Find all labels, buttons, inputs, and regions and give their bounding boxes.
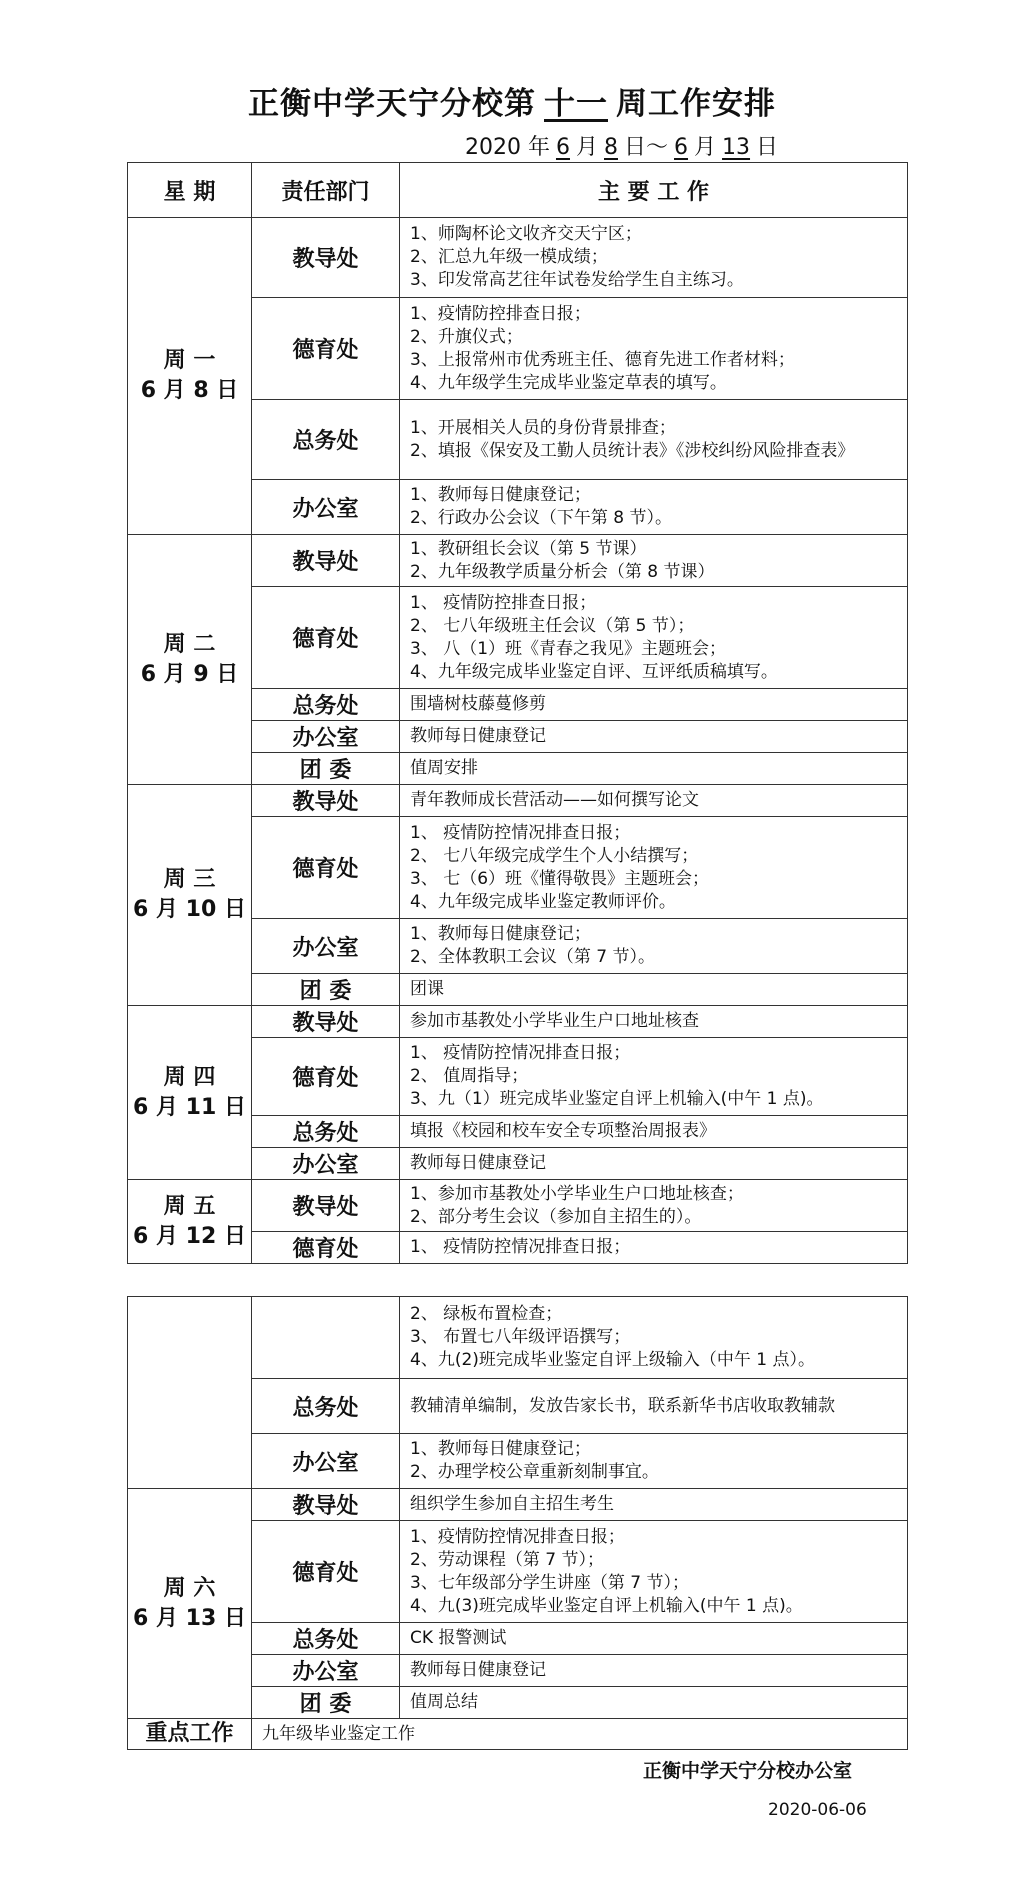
key-work-text: 九年级毕业鉴定工作 <box>252 1719 908 1750</box>
day-cell-saturday: 周 六 6 月 13 日 <box>128 1489 252 1719</box>
dept-cell: 德育处 <box>252 1232 400 1264</box>
footer-organization: 正衡中学天宁分校办公室 <box>643 1760 853 1782</box>
work-cell: 值周安排 <box>400 753 908 785</box>
work-cell: 1、 疫情防控情况排查日报； 2、 七八年级完成学生个人小结撰写； 3、 七（6）班《懂得敬畏》主题班会； 4、九年级完成毕业鉴定教师评价。 <box>400 817 908 919</box>
table-row <box>128 1180 908 1232</box>
work-cell: 1、教师每日健康登记； 2、全体教职工会议（第 7 节）。 <box>400 919 908 974</box>
day-cell-friday-cont <box>128 1297 252 1489</box>
dept-cell: 总务处 <box>252 400 400 480</box>
dept-cell: 总务处 <box>252 1379 400 1434</box>
dept-cell: 教导处 <box>252 1006 400 1038</box>
dept-cell: 德育处 <box>252 1038 400 1116</box>
work-cell: 教辅清单编制，发放告家长书，联系新华书店收取教辅款 <box>400 1379 908 1434</box>
header-work: 主 要 工 作 <box>400 163 908 218</box>
dept-cell: 德育处 <box>252 1521 400 1623</box>
work-cell: 1、教研组长会议（第 5 节课） 2、九年级教学质量分析会（第 8 节课） <box>400 535 908 587</box>
work-cell: 教师每日健康登记 <box>400 1655 908 1687</box>
work-cell: 1、 疫情防控排查日报； 2、 七八年级班主任会议（第 5 节）； 3、 八（1）班《青春之我见》主题班会； 4、九年级完成毕业鉴定自评、互评纸质稿填写。 <box>400 587 908 689</box>
date-range: 2020 年 6 月 8 日～ 6 月 13 日 <box>465 135 779 160</box>
work-cell: 值周总结 <box>400 1687 908 1719</box>
work-cell: 填报《校园和校车安全专项整治周报表》 <box>400 1116 908 1148</box>
dept-cell: 办公室 <box>252 480 400 535</box>
table-row <box>128 1006 908 1038</box>
dept-cell: 总务处 <box>252 1116 400 1148</box>
work-cell: 2、 绿板布置检查； 3、 布置七八年级评语撰写； 4、九(2)班完成毕业鉴定自评上级输入（中午 1 点）。 <box>400 1297 908 1379</box>
dept-cell: 德育处 <box>252 298 400 400</box>
dept-cell: 教导处 <box>252 218 400 298</box>
day-cell-thursday: 周 四 6 月 11 日 <box>128 1006 252 1180</box>
dept-cell: 团 委 <box>252 753 400 785</box>
page-title: 正衡中学天宁分校第 十一 周工作安排 <box>248 86 776 122</box>
dept-cell: 办公室 <box>252 1655 400 1687</box>
dept-cell: 办公室 <box>252 721 400 753</box>
day-cell-monday: 周 一 6 月 8 日 <box>128 218 252 535</box>
work-cell: 1、师陶杯论文收齐交天宁区； 2、汇总九年级一模成绩； 3、印发常高艺往年试卷发给学生自主练习。 <box>400 218 908 298</box>
dept-cell: 总务处 <box>252 689 400 721</box>
schedule-table-page2 <box>127 1296 908 1750</box>
work-cell: 1、疫情防控排查日报； 2、升旗仪式； 3、上报常州市优秀班主任、德育先进工作者材料； 4、九年级学生完成毕业鉴定草表的填写。 <box>400 298 908 400</box>
dept-cell: 总务处 <box>252 1623 400 1655</box>
work-cell: CK 报警测试 <box>400 1623 908 1655</box>
dept-cell: 教导处 <box>252 535 400 587</box>
table-row <box>128 785 908 817</box>
dept-cell: 办公室 <box>252 1434 400 1489</box>
work-cell: 1、教师每日健康登记； 2、行政办公会议（下午第 8 节）。 <box>400 480 908 535</box>
work-cell: 组织学生参加自主招生考生 <box>400 1489 908 1521</box>
schedule-table-page1 <box>127 162 908 1264</box>
work-cell: 教师每日健康登记 <box>400 1148 908 1180</box>
header-day: 星 期 <box>128 163 252 218</box>
key-work-row <box>128 1719 908 1750</box>
work-cell: 1、疫情防控情况排查日报； 2、劳动课程（第 7 节）； 3、七年级部分学生讲座（第 7 节）； 4、九(3)班完成毕业鉴定自评上机输入(中午 1 点)。 <box>400 1521 908 1623</box>
work-cell: 教师每日健康登记 <box>400 721 908 753</box>
day-cell-tuesday: 周 二 6 月 9 日 <box>128 535 252 785</box>
work-cell: 青年教师成长营活动——如何撰写论文 <box>400 785 908 817</box>
dept-cell: 办公室 <box>252 1148 400 1180</box>
table-row <box>128 1297 908 1379</box>
dept-cell: 教导处 <box>252 785 400 817</box>
table-header-row <box>128 163 908 218</box>
work-cell: 1、教师每日健康登记； 2、办理学校公章重新刻制事宜。 <box>400 1434 908 1489</box>
dept-cell: 教导处 <box>252 1180 400 1232</box>
table-row <box>128 535 908 587</box>
footer-date: 2020-06-06 <box>768 1800 867 1820</box>
dept-cell: 德育处 <box>252 587 400 689</box>
dept-cell: 团 委 <box>252 974 400 1006</box>
work-cell: 围墙树枝藤蔓修剪 <box>400 689 908 721</box>
day-cell-friday: 周 五 6 月 12 日 <box>128 1180 252 1264</box>
work-cell: 1、开展相关人员的身份背景排查； 2、填报《保安及工勤人员统计表》《涉校纠纷风险排查表》 <box>400 400 908 480</box>
dept-cell: 德育处 <box>252 817 400 919</box>
work-cell: 1、 疫情防控情况排查日报； <box>400 1232 908 1264</box>
dept-cell: 教导处 <box>252 1489 400 1521</box>
week-number: 十一 <box>544 86 608 122</box>
table-row <box>128 1489 908 1521</box>
key-work-label: 重点工作 <box>128 1719 252 1750</box>
day-cell-wednesday: 周 三 6 月 10 日 <box>128 785 252 1006</box>
table-row <box>128 218 908 298</box>
dept-cell: 办公室 <box>252 919 400 974</box>
header-dept: 责任部门 <box>252 163 400 218</box>
work-cell: 1、参加市基教处小学毕业生户口地址核查； 2、部分考生会议（参加自主招生的）。 <box>400 1180 908 1232</box>
work-cell: 参加市基教处小学毕业生户口地址核查 <box>400 1006 908 1038</box>
dept-cell-empty <box>252 1297 400 1379</box>
dept-cell: 团 委 <box>252 1687 400 1719</box>
work-cell: 1、 疫情防控情况排查日报； 2、 值周指导； 3、九（1）班完成毕业鉴定自评上机输入(中午 1 点)。 <box>400 1038 908 1116</box>
work-cell: 团课 <box>400 974 908 1006</box>
